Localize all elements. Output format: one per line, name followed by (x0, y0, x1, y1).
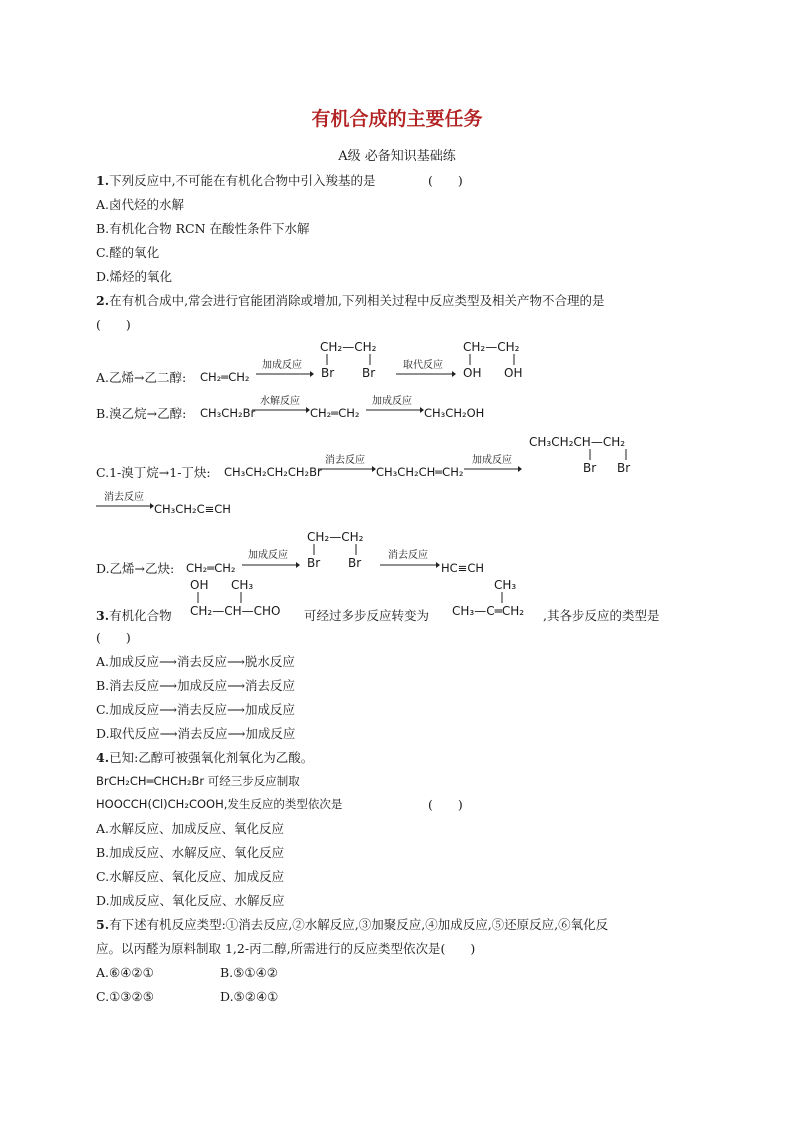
q2-answer-paren: ( ) (96, 317, 131, 332)
q5-option-b: B.⑤①④② (220, 965, 278, 980)
q2-c-arrow1 (318, 465, 376, 473)
q3-a-step3: 脱水反应 (244, 654, 295, 669)
q2-d-arrow2-label: 消去反应 (388, 550, 428, 561)
q3-stem-c: ,其各步反应的类型是 (543, 608, 660, 623)
q1-stem-text: 下列反应中,不可能在有机化合物中引入羧基的是 (109, 173, 376, 188)
q2-a-arrow1 (256, 370, 314, 378)
q2-stem-text: 在有机合成中,常会进行官能团消除或增加,下列相关过程中反应类型及相关产物不合理的是 (109, 293, 605, 308)
q4-answer-paren: ( ) (428, 797, 463, 812)
q2-b-product: CH₃CH₂OH (424, 406, 485, 420)
q2-d-reactant: CH₂═CH₂ (186, 561, 236, 575)
q5-option-d: D.⑤②④① (220, 989, 279, 1004)
q2-b-inter: CH₂═CH₂ (310, 406, 360, 420)
q2-a-prod-oh-left: OH (463, 366, 482, 380)
q1-option-c: C.醛的氧化 (96, 245, 160, 260)
q3-product-chain: CH₃—C═CH₂ (452, 604, 525, 618)
q4-option-a: A.水解反应、加成反应、氧化反应 (96, 821, 285, 836)
q3-c-step3: 加成反应 (244, 702, 295, 717)
q2-a-prod-top: CH₂—CH₂ (463, 340, 520, 354)
q3-d-step2: 消去反应 (177, 726, 228, 741)
arrow-icon: ⟶ (227, 702, 245, 717)
q2-a-arrow2 (396, 370, 456, 378)
q5-option-a: A.⑥④②① (96, 965, 154, 980)
q3-answer-paren: ( ) (96, 630, 131, 645)
q2-c-inter: CH₃CH₂CH═CH₂ (376, 465, 464, 479)
q3-reactant-bonds (196, 592, 246, 604)
q2-c-arrow3-label: 消去反应 (104, 492, 144, 503)
q2-d-inter-br-left: Br (307, 556, 321, 570)
q3-d-step1: D.取代反应 (96, 726, 160, 741)
q3-option-c (96, 702, 295, 717)
page-title: 有机合成的主要任务 (311, 108, 483, 130)
q2-c-reactant: CH₃CH₂CH₂CH₂Br (224, 465, 322, 479)
arrow-icon: ⟶ (159, 654, 177, 669)
q4-line2: BrCH₂CH═CHCH₂Br 可经三步反应制取 (96, 774, 300, 788)
q2-a-reactant: CH₂═CH₂ (200, 370, 250, 384)
q3-reactant-oh: OH (190, 578, 209, 592)
q2-number: 2. (96, 293, 110, 308)
q1-stem (96, 173, 376, 188)
q2-d-inter-br-right: Br (348, 556, 362, 570)
q2-a-inter-bonds (325, 354, 375, 366)
q4-number: 4. (96, 750, 110, 765)
arrow-icon: ⟶ (159, 678, 178, 693)
q4-line3: HOOCCH(Cl)CH₂COOH,发生反应的类型依次是 (96, 797, 343, 811)
q3-b-step2: 加成反应 (177, 678, 228, 693)
arrow-icon: ⟶ (159, 702, 178, 717)
q3-reactant-chain: CH₂—CH—CHO (190, 604, 281, 618)
q2-d-inter-top: CH₂—CH₂ (307, 530, 364, 544)
q2-a-arrow1-label: 加成反应 (262, 360, 302, 371)
q2-a-prod-bonds (468, 354, 518, 366)
q5-line1 (96, 917, 608, 932)
q3-c-step1: C.加成反应 (96, 702, 160, 717)
q3-option-b (96, 678, 295, 693)
q3-d-step3: 加成反应 (245, 726, 296, 741)
q5-line2: 应。以丙醛为原料制取 1,2-丙二醇,所需进行的反应类型依次是( ) (96, 941, 476, 956)
q2-c-arrow1-label: 消去反应 (325, 455, 365, 466)
q5-option-c: C.①③②⑤ (96, 989, 154, 1004)
q2-c-product: CH₃CH₂C≡CH (154, 502, 231, 516)
q2-a-inter-top: CH₂—CH₂ (320, 340, 377, 354)
q2-c-inter2-bonds (588, 449, 638, 461)
q2-d-arrow1 (242, 561, 300, 569)
q5-line1-text: 有下述有机反应类型:①消去反应,②水解反应,③加聚反应,④加成反应,⑤还原反应,⑥氧化反 (109, 917, 609, 932)
arrow-icon: ⟶ (159, 726, 178, 741)
q2-option-d-prefix: D.乙烯→乙炔: (96, 561, 175, 576)
q2-c-inter2-br-left: Br (583, 461, 597, 475)
q2-c-arrow2 (464, 465, 522, 473)
q2-b-reactant: CH₃CH₂Br (200, 406, 256, 420)
q2-stem (96, 293, 605, 308)
q1-number: 1. (96, 173, 110, 188)
q2-a-prod-oh-right: OH (504, 366, 523, 380)
section-subtitle: A级 必备知识基础练 (338, 149, 456, 164)
q2-option-b-prefix: B.溴乙烷→乙醇: (96, 406, 187, 421)
q5-number: 5. (96, 917, 110, 932)
q2-a-arrow2-label: 取代反应 (403, 360, 443, 371)
q3-option-a (96, 654, 295, 669)
q4-stem-text: 已知:乙醇可被强氧化剂氧化为乙酸。 (109, 750, 314, 765)
q3-c-step2: 消去反应 (177, 702, 228, 717)
q3-a-step1: A.加成反应 (96, 654, 160, 669)
q3-option-d (96, 726, 295, 741)
arrow-icon: ⟶ (227, 678, 246, 693)
q2-d-inter-bonds (312, 544, 362, 556)
arrow-icon: ⟶ (227, 726, 246, 741)
q2-d-arrow2 (380, 561, 440, 569)
q1-option-b: B.有机化合物 RCN 在酸性条件下水解 (96, 221, 310, 236)
q3-number: 3. (96, 608, 110, 623)
q2-a-inter-br-right: Br (362, 366, 376, 380)
q4-option-b: B.加成反应、水解反应、氧化反应 (96, 845, 285, 860)
q4-option-d: D.加成反应、氧化反应、水解反应 (96, 893, 285, 908)
q3-a-step2: 消去反应 (176, 654, 227, 669)
q2-c-arrow2-label: 加成反应 (472, 455, 512, 466)
q3-stem-a (96, 608, 172, 623)
q1-answer-paren: ( ) (428, 173, 463, 188)
q3-stem-a-text: 有机化合物 (109, 608, 172, 623)
q3-b-step1: B.消去反应 (96, 678, 160, 693)
q3-reactant-ch3: CH₃ (231, 578, 254, 592)
q2-c-inter2-top: CH₃CH₂CH—CH₂ (529, 435, 626, 449)
arrow-icon: ⟶ (226, 654, 245, 669)
q2-option-a-prefix: A.乙烯→乙二醇: (96, 370, 187, 385)
q2-b-arrow1-label: 水解反应 (260, 396, 300, 407)
q2-d-product: HC≡CH (441, 561, 484, 575)
q3-stem-b: 可经过多步反应转变为 (304, 608, 430, 623)
q2-d-arrow1-label: 加成反应 (248, 550, 288, 561)
q1-option-d: D.烯烃的氧化 (96, 269, 173, 284)
q2-b-arrow2-label: 加成反应 (372, 396, 412, 407)
q2-c-arrow3 (96, 502, 154, 510)
q3-product-bond (498, 592, 508, 604)
q2-b-arrow1 (252, 406, 310, 414)
q4-stem (96, 750, 313, 765)
q3-b-step3: 消去反应 (245, 678, 296, 693)
q2-a-inter-br-left: Br (321, 366, 335, 380)
q3-product-ch3: CH₃ (494, 578, 517, 592)
q1-option-a: A.卤代烃的水解 (96, 197, 185, 212)
q4-option-c: C.水解反应、氧化反应、加成反应 (96, 869, 285, 884)
q2-option-c-prefix: C.1-溴丁烷→1-丁炔: (96, 465, 211, 480)
q2-c-inter2-br-right: Br (617, 461, 631, 475)
q2-b-arrow2 (366, 406, 424, 414)
